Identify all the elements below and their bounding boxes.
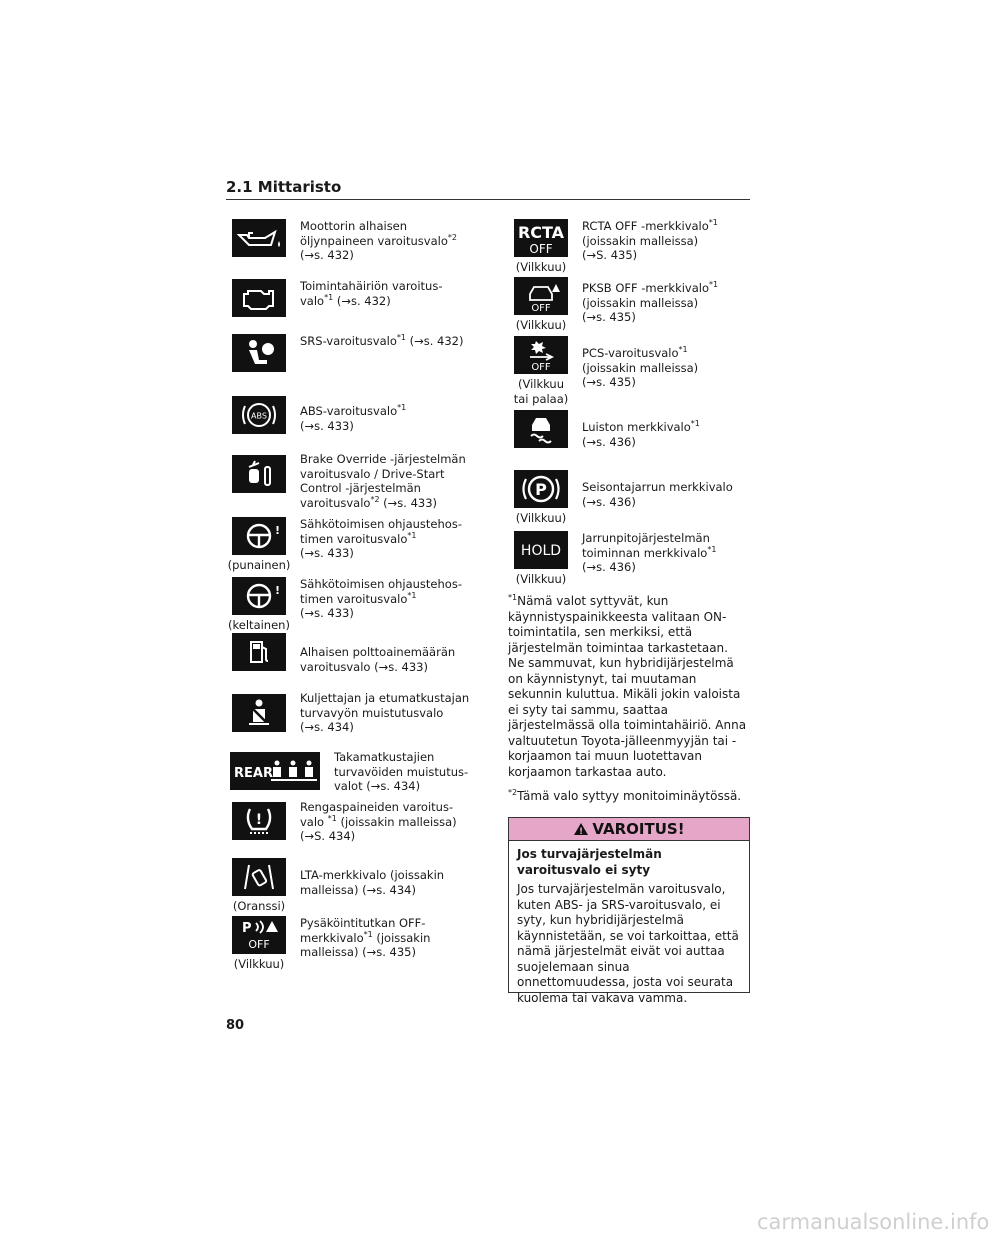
indicator-desc: SRS-varoitusvalo	[300, 334, 397, 348]
svg-text:RCTA: RCTA	[517, 223, 565, 242]
power-steering-icon	[232, 577, 286, 615]
indicator-row: OFF (Vilkkuu) PKSB OFF -merkkivalo$^{*1}$ (joissakin malleissa) (→s. 435)	[508, 277, 754, 333]
indicator-desc: Alhaisen polttoainemäärän varoitusvalo (→s. 433)	[300, 645, 456, 674]
indicator-row: Brake Override -järjestelmän varoitusvalo / Drive-Start Control -järjestelmän varoitusvalo$^{*2}$ (→s. 433)	[226, 452, 472, 510]
svg-text:OFF: OFF	[248, 938, 270, 951]
indicator-row: ABS ABS-varoitusvalo$^{*1}$ (→s. 433)	[226, 396, 472, 434]
indicator-color-note: (Oranssi)	[232, 899, 286, 913]
svg-text:P: P	[242, 921, 252, 936]
indicator-desc: Pysäköintitutkan OFF- merkkivalo	[300, 916, 426, 945]
tire-pressure-icon	[232, 802, 286, 840]
pksb-off-icon	[514, 277, 568, 315]
rcta-off-icon	[514, 219, 568, 257]
abs-icon	[232, 396, 286, 434]
indicator-status-note: (Vilkkuu)	[233, 957, 285, 971]
warning-heading: Jos turvajärjestelmän varoitusvalo ei syty	[517, 847, 662, 877]
indicator-row: SRS-varoitusvalo$^{*1}$ (→s. 432)	[226, 334, 472, 372]
svg-text:!: !	[275, 584, 281, 597]
indicator-row	[230, 750, 484, 794]
indicator-status-note: (Vilkkuu)	[515, 572, 567, 586]
indicator-desc: Jarrunpitojärjestelmän toiminnan merkkivalo	[582, 531, 710, 560]
indicator-desc: Toimintahäiriön varoitus- valo	[300, 279, 443, 308]
indicator-color-note: (punainen)	[227, 558, 291, 572]
svg-text:P: P	[535, 480, 547, 499]
section-title: 2.1 Mittaristo	[226, 178, 342, 196]
footnote-1: $^{*1}$Nämä valot syttyvät, kun käynnistyspainikkeesta valitaan ON-toimintatila, sen merkiksi, että järjestelmän toimintaa tarkastetaan. Ne sammuvat, kun hybridijärjestelmä on käynnistynyt, tai muutaman sekunnin kuluttua. Mikäli jokin valoista ei syty tai sammu, saattaa järjestelmässä olla toimintahäiriö. Anna valtuutetun Toyota-jälleenmyyjän tai -korjaamon tai muun luotettavan korjaamon tarkastaa auto.	[508, 593, 747, 779]
svg-text:HOLD: HOLD	[520, 543, 562, 559]
indicator-row: OFF (Vilkkuu tai palaa) PCS-varoitusvalo$^{*1}$ (joissakin malleissa) (→s. 435)	[508, 336, 754, 407]
footnote-2: $^{*2}$Tämä valo syttyy monitoiminäytössä.	[508, 788, 742, 803]
indicator-desc: Moottorin alhaisen öljynpaineen varoitusvalo	[300, 219, 448, 248]
svg-text:!: !	[579, 827, 584, 837]
indicator-desc: PCS-varoitusvalo	[582, 346, 679, 360]
pcs-icon	[514, 336, 568, 374]
svg-text:!: !	[275, 524, 281, 537]
fuel-icon	[232, 633, 286, 671]
indicator-row: Luiston merkkivalo$^{*1}$ (→s. 436)	[508, 410, 754, 449]
indicator-row: HOLD (Vilkkuu) Jarrunpitojärjestelmän toiminnan merkkivalo$^{*1}$ (→s. 436)	[515, 531, 717, 586]
indicator-desc: Luiston merkkivalo	[582, 420, 691, 434]
indicator-desc: RCTA OFF -merkkivalo	[582, 219, 709, 233]
indicator-status-note: (Vilkkuu tai palaa)	[513, 377, 569, 406]
warning-box	[508, 817, 750, 1005]
slip-indicator-icon	[514, 410, 568, 448]
warning-body: Jos turvajärjestelmän varoitusvalo, kuten ABS- ja SRS-varoitusvalo, ei syty, kun hybridijärjestelmä käynnistetään, se voi tarkoittaa, että nämä järjestelmät eivät voi auttaa suojelemaan sinua onnettomuudessa, josta voi seurata kuolema tai vakava vamma.	[517, 882, 739, 1005]
indicator-desc: Rengaspaineiden varoitus- valo	[300, 800, 454, 829]
page-number: 80	[226, 1018, 245, 1033]
indicator-desc: ABS-varoitusvalo	[300, 404, 398, 418]
indicator-row: P OFF (Vilkkuu) Pysäköintitutkan OFF- merkkivalo$^{*1}$ (joissakin malleissa) (→s. 435)	[233, 916, 431, 971]
engine-malfunction-icon	[232, 279, 286, 317]
indicator-desc: PKSB OFF -merkkivalo	[582, 281, 710, 295]
indicator-row	[226, 633, 472, 674]
svg-text:OFF: OFF	[531, 362, 551, 373]
indicator-row	[508, 470, 754, 526]
brake-override-icon	[232, 455, 286, 493]
indicator-row	[226, 858, 472, 914]
indicator-desc: Sähkötoimisen ohjaustehos- timen varoitusvalo	[300, 577, 462, 606]
svg-text:REAR: REAR	[234, 766, 273, 781]
brake-hold-icon	[514, 531, 568, 569]
svg-text:!: !	[255, 812, 263, 828]
indicator-row: ! Rengaspaineiden varoitus- valo $^{*1}$ (joissakin malleissa) (→S. 434)	[226, 800, 472, 844]
svg-text:OFF: OFF	[531, 303, 551, 314]
indicator-row: ! (keltainen) Sähkötoimisen ohjaustehos- timen varoitusvalo$^{*1}$ (→s. 433)	[228, 577, 462, 632]
warning-title: VAROITUS!	[592, 820, 685, 838]
parking-brake-icon	[514, 470, 568, 508]
indicator-desc: LTA-merkkivalo (joissakin malleissa) (→s. 434)	[300, 868, 445, 897]
indicator-desc: Kuljettajan ja etumatkustajan turvavyön muistutusvalo (→s. 434)	[300, 691, 470, 734]
indicator-status-note: (Vilkkuu)	[515, 318, 567, 332]
indicator-desc: Seisontajarrun merkkivalo (→s. 436)	[582, 480, 733, 509]
indicator-row: ! (punainen) Sähkötoimisen ohjaustehos- timen varoitusvalo$^{*1}$ (→s. 433)	[227, 517, 462, 572]
indicator-color-note: (keltainen)	[228, 618, 290, 632]
section-rule	[226, 199, 750, 200]
indicator-row: Toimintahäiriön varoitus- valo$^{*1}$ (→s. 432)	[226, 279, 472, 317]
indicator-row	[226, 691, 472, 735]
rear-seatbelt-icon	[230, 752, 320, 790]
indicator-desc: Sähkötoimisen ohjaustehos- timen varoitusvalo	[300, 517, 462, 546]
oil-pressure-icon	[232, 219, 286, 257]
indicator-status-note: (Vilkkuu)	[515, 260, 567, 274]
watermark: carmanualsonline.info	[757, 1210, 989, 1234]
lta-icon	[232, 858, 286, 896]
indicator-row: Moottorin alhaisen öljynpaineen varoitusvalo$^{*2}$ (→s. 432)	[226, 219, 472, 263]
seatbelt-icon	[232, 694, 286, 732]
indicator-status-note: (Vilkkuu)	[515, 511, 567, 525]
power-steering-icon	[232, 517, 286, 555]
warning-triangle-icon	[573, 822, 589, 836]
parking-sensor-off-icon	[232, 916, 286, 954]
svg-text:OFF: OFF	[529, 242, 553, 256]
indicator-row: RCTA OFF (Vilkkuu) RCTA OFF -merkkivalo$^{*1}$ (joissakin malleissa) (→S. 435)	[515, 218, 718, 274]
indicator-desc: Brake Override -järjestelmän varoitusvalo / Drive-Start Control -järjestelmän varoitusvalo	[300, 452, 466, 510]
svg-text:ABS: ABS	[251, 411, 267, 421]
indicator-desc: Takamatkustajien turvavöiden muistutus- valot (→s. 434)	[334, 750, 469, 793]
srs-icon	[232, 334, 286, 372]
